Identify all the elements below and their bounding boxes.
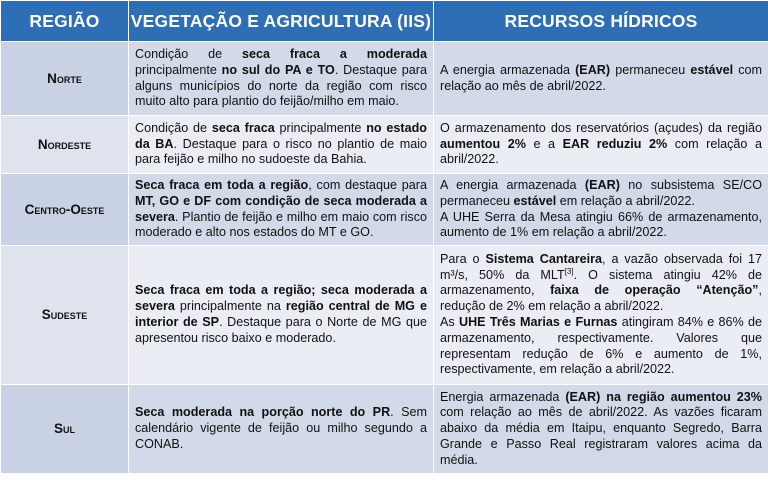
water-resources-cell <box>434 385 768 474</box>
region-cell: Sul <box>1 385 129 474</box>
paragraph <box>440 390 762 469</box>
bold-text: (EAR) na região aumentou 23% <box>565 389 762 404</box>
table-row <box>1 246 768 385</box>
text-run: Para o <box>440 251 486 266</box>
text-run: com relação a abril/2022. <box>440 136 762 167</box>
footnote-ref: [3] <box>564 266 574 276</box>
text-run: no subsistema SE/CO permaneceu <box>440 177 762 208</box>
bold-text: Seca fraca em toda a região <box>135 177 309 192</box>
bold-text: seca fraca a moderada <box>242 46 427 61</box>
text-run: , a vazão observada foi 17 m³/s, 50% da MLT <box>440 251 762 282</box>
text-run: A UHE Serra da Mesa atingiu 66% de armazenamento, aumento de 1% em relação a abril/2022. <box>440 209 762 240</box>
text-run: principalmente <box>274 120 367 135</box>
paragraph <box>440 210 762 242</box>
paragraph <box>440 63 762 95</box>
header-region: REGIÃO <box>1 1 129 42</box>
region-cell: Centro-Oeste <box>1 174 129 246</box>
text-run: atingiram 84% e 86% de armazenamento, respectivamente. Valores que representam redução de 6% e aumento de 1%, respectivamente, em relação a abril/2022. <box>440 315 762 377</box>
region-cell: Norte <box>1 42 129 116</box>
table-row <box>1 42 768 116</box>
text-run: principalmente <box>135 62 222 77</box>
bold-text: (EAR) <box>584 177 620 192</box>
water-resources-cell <box>434 42 768 116</box>
text-run: Condição de <box>135 120 212 135</box>
vegetation-cell <box>129 174 434 246</box>
bold-text: Seca moderada na porção norte do PR <box>135 405 391 420</box>
text-run: A energia armazenada <box>440 177 585 192</box>
text-run: , redução de 2% em relação a abril/2022. <box>440 283 762 314</box>
bold-text: no sul do PA e TO <box>221 62 335 77</box>
region-cell: Nordeste <box>1 116 129 174</box>
bold-text: UHE Três Marias e Furnas <box>458 315 618 329</box>
paragraph <box>440 315 762 378</box>
bold-text: faixa de operação “Atenção” <box>550 283 759 298</box>
text-run: com relação ao mês de abril/2022. <box>440 62 762 93</box>
vegetation-cell <box>129 42 434 116</box>
text-run: , com destaque para <box>308 177 427 192</box>
bold-text: região central de MG e interior de SP <box>135 299 427 329</box>
bold-text: estável <box>513 193 557 208</box>
bold-text: (EAR) <box>575 62 611 77</box>
paragraph <box>440 121 762 168</box>
region-cell: Sudeste <box>1 246 129 385</box>
header-vegetation-agriculture: VEGETAÇÃO E AGRICULTURA (IIS) <box>129 1 434 42</box>
water-resources-cell <box>434 174 768 246</box>
text-run: O armazenamento dos reservatórios (açudes) da região <box>440 120 762 135</box>
text-run: . Destaque para o Norte de MG que apresentou risco baixo e moderado. <box>135 315 427 345</box>
bold-text: MT, GO e DF com condição de seca moderada a severa <box>135 193 427 224</box>
vegetation-cell <box>129 116 434 174</box>
bold-text: aumentou 2% <box>440 136 526 151</box>
text-run: . Destaque para o risco no plantio de maio para feijão e milho no sudoeste da Bahia. <box>135 136 427 167</box>
paragraph <box>440 178 762 210</box>
text-run: permaneceu <box>610 62 691 77</box>
text-run: A energia armazenada <box>440 62 576 77</box>
text-run: . Plantio de feijão e milho em maio com risco moderado e alto nos estados do MT e GO. <box>135 209 427 240</box>
header-water-resources: RECURSOS HÍDRICOS <box>434 1 768 42</box>
text-run: . Sem calendário vigente de feijão ou milho segundo a CONAB. <box>135 405 427 451</box>
text-run: em relação a abril/2022. <box>556 193 695 208</box>
text-run: e a <box>525 136 563 151</box>
bold-text: Seca fraca em toda a região; seca moderada a severa <box>135 283 427 314</box>
bold-text: no estado da BA <box>135 120 428 151</box>
bold-text: Sistema Cantareira <box>485 251 603 266</box>
text-run: com relação ao mês de abril/2022. As vazões ficaram abaixo da média em Itaipu, enquanto Segredo, Barra Grande e Passo Real registraram valores acima da média. <box>440 405 762 467</box>
text-run: Condição de <box>135 46 242 61</box>
table-row <box>1 174 768 246</box>
table-row <box>1 116 768 174</box>
table-row <box>1 385 768 474</box>
text-run: . Destaque para alguns municípios do norte da região com risco muito alto para plantio do feijão/milho em maio. <box>135 62 427 109</box>
water-resources-cell <box>434 246 768 385</box>
vegetation-cell <box>129 385 434 474</box>
text-run: Energia armazenada <box>440 389 566 404</box>
text-run: principalmente na <box>174 299 286 314</box>
text-run: As <box>440 315 459 329</box>
paragraph <box>440 252 762 315</box>
bold-text: estável <box>690 62 734 77</box>
bold-text: EAR reduziu 2% <box>562 136 668 151</box>
water-resources-cell <box>434 116 768 174</box>
vegetation-cell <box>129 246 434 385</box>
text-run: . O sistema atingiu 42% de armazenamento, <box>440 267 762 298</box>
bold-text: seca fraca <box>211 120 275 135</box>
header-row <box>1 1 768 42</box>
